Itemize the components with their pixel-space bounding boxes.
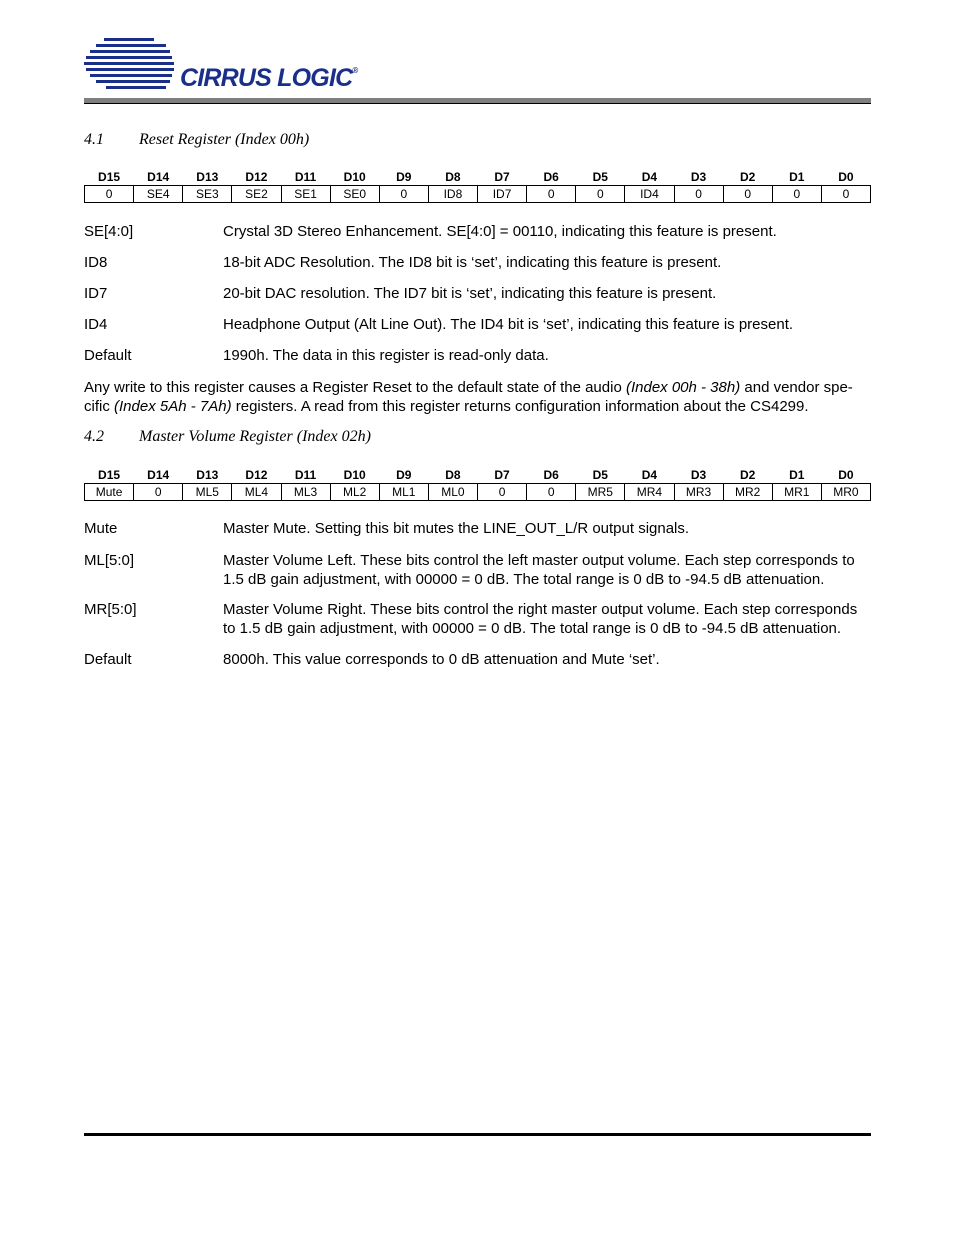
section-heading-master-volume: 4.2 Master Volume Register (Index 02h)	[84, 428, 371, 445]
bit-label: D4	[641, 467, 658, 482]
definition-term: Default	[84, 347, 132, 364]
bit-value: 0	[134, 484, 183, 501]
reset-register-bit-table	[84, 168, 871, 203]
bit-label: D12	[245, 169, 268, 184]
bit-label: D0	[838, 467, 854, 482]
bit-value: SE4	[134, 186, 183, 203]
bit-value: ML5	[183, 484, 232, 501]
definition-desc: Master Volume Right. These bits control the right master output volume. Each step corresponds to 1.5 dB gain adjustment, with 00000 = 0 dB. The total range is 0 dB to -94.5 dB attenuation.	[223, 601, 858, 637]
bit-label: D7	[494, 169, 510, 184]
bit-label: D6	[543, 467, 559, 482]
definition-term: Default	[84, 651, 132, 668]
bit-value: 0	[527, 484, 576, 501]
bit-value: Mute	[85, 484, 134, 501]
bit-value: 0	[576, 186, 625, 203]
bit-label: D2	[740, 467, 756, 482]
bit-label: D10	[343, 467, 366, 482]
definition-term: Mute	[84, 520, 118, 537]
bit-label: D4	[641, 169, 658, 184]
bit-value: MR3	[674, 484, 723, 501]
bit-label: D13	[196, 467, 219, 482]
bit-value: 0	[85, 186, 134, 203]
bit-value: 0	[379, 186, 428, 203]
bit-label: D15	[98, 169, 121, 184]
definition-term: MR[5:0]	[84, 601, 137, 618]
bit-value: ML0	[428, 484, 477, 501]
bit-value: MR4	[625, 484, 674, 501]
definition-term: ML[5:0]	[84, 552, 135, 569]
bit-value: MR1	[772, 484, 821, 501]
bit-value: ML1	[379, 484, 428, 501]
bit-label: D9	[396, 467, 412, 482]
bit-value: ML2	[330, 484, 379, 501]
bit-label: D15	[98, 467, 121, 482]
definition-desc: 8000h. This value corresponds to 0 dB attenuation and Mute ‘set’.	[223, 651, 660, 668]
bit-value: ML4	[232, 484, 281, 501]
reset-register-note: Any write to this register causes a Register Reset to the default state of the audio (Index 00h - 38h) and vendor spe-cific (Index 5Ah - 7Ah) registers. A read from this register returns configuration information about the CS4299.	[84, 379, 853, 415]
bit-label: D3	[690, 169, 707, 184]
definition-term: SE[4:0]	[84, 223, 134, 240]
bit-label: D13	[196, 169, 219, 184]
bit-value: 0	[772, 186, 821, 203]
bit-label: D5	[592, 467, 608, 482]
bit-value: SE1	[281, 186, 330, 203]
definition-desc: 20-bit DAC resolution. The ID7 bit is ‘set’, indicating this feature is present.	[223, 285, 717, 302]
bit-label: D8	[445, 467, 461, 482]
bit-label: D1	[789, 169, 805, 184]
definition-term: ID4	[84, 316, 108, 333]
bit-label: D5	[592, 169, 608, 184]
bit-label: D2	[740, 169, 756, 184]
bit-label: D14	[147, 169, 170, 184]
bit-label: D1	[789, 467, 805, 482]
bit-label: D7	[494, 467, 510, 482]
bit-label: D14	[147, 467, 170, 482]
bit-value: SE0	[330, 186, 379, 203]
definition-desc: 18-bit ADC Resolution. The ID8 bit is ‘set’, indicating this feature is present.	[223, 254, 722, 271]
cirrus-logic-logo	[84, 34, 364, 96]
definition-desc: Headphone Output (Alt Line Out). The ID4 bit is ‘set’, indicating this feature is present.	[223, 316, 794, 333]
bit-value: 0	[527, 186, 576, 203]
logo-stripes-icon	[84, 34, 184, 96]
definition-term: ID7	[84, 285, 108, 302]
bit-value: MR5	[576, 484, 625, 501]
bit-label: D8	[445, 169, 461, 184]
bit-value: SE3	[183, 186, 232, 203]
bit-value: MR0	[821, 484, 870, 501]
bit-label: D0	[838, 169, 854, 184]
bit-value: ID8	[428, 186, 477, 203]
bit-label: D6	[543, 169, 559, 184]
bit-value: 0	[478, 484, 527, 501]
bit-value: ID4	[625, 186, 674, 203]
definition-desc: 1990h. The data in this register is read-only data.	[223, 347, 549, 364]
bit-label: D3	[690, 467, 707, 482]
bit-label: D10	[343, 169, 366, 184]
definition-term: ID8	[84, 254, 108, 271]
logo-wordmark: CIRRUS LOGIC®	[180, 64, 358, 92]
bit-label: D12	[245, 467, 268, 482]
footer-rule	[84, 1133, 871, 1136]
bit-label: D9	[396, 169, 412, 184]
bit-value: 0	[821, 186, 870, 203]
bit-value: ID7	[478, 186, 527, 203]
header-rule	[84, 98, 871, 104]
bit-label: D11	[294, 169, 317, 184]
bit-value: MR2	[723, 484, 772, 501]
definition-desc: Master Volume Left. These bits control the left master output volume. Each step corresponds to 1.5 dB gain adjustment, with 00000 = 0 dB. The total range is 0 dB to -94.5 dB attenuation.	[223, 552, 855, 588]
section-heading-reset-register: 4.1 Reset Register (Index 00h)	[84, 131, 310, 148]
bit-value: ML3	[281, 484, 330, 501]
definition-desc: Crystal 3D Stereo Enhancement. SE[4:0] = 00110, indicating this feature is present.	[223, 223, 777, 240]
bit-value: SE2	[232, 186, 281, 203]
bit-value: 0	[723, 186, 772, 203]
definition-desc: Master Mute. Setting this bit mutes the LINE_OUT_L/R output signals.	[223, 520, 690, 537]
master-volume-bit-table	[84, 466, 871, 501]
bit-label: D11	[294, 467, 317, 482]
bit-value: 0	[674, 186, 723, 203]
